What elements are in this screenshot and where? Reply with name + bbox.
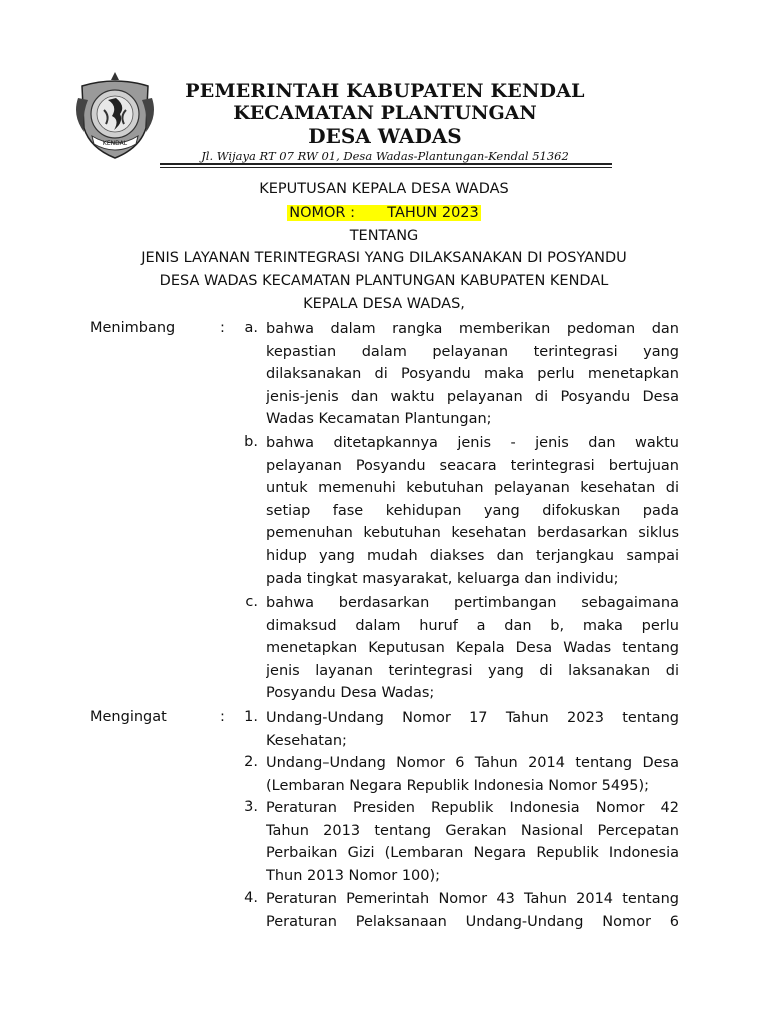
text-line: Undang-Undang Nomor 17 Tahun 2023 tentang: [266, 710, 679, 726]
mengingat-label: Mengingat: [90, 709, 167, 725]
letterhead-divider-thin: [160, 167, 612, 168]
text-line: setiap fase kehidupan yang difokuskan pada: [266, 502, 679, 519]
mengingat-marker-2: 2.: [244, 754, 258, 770]
decree-subject-line-1: JENIS LAYANAN TERINTEGRASI YANG DILAKSANAKAN DI POSYANDU: [141, 250, 627, 266]
text-line: pemenuhan kebutuhan kesehatan berdasarkan siklus: [266, 525, 679, 542]
text-line: Peraturan Pemerintah Nomor 43 Tahun 2014 tentang: [266, 891, 679, 907]
text-line: Peraturan Presiden Republik Indonesia Nomor 42: [266, 800, 679, 816]
svg-text:KENDAL: KENDAL: [102, 140, 128, 147]
decree-number-highlight: NOMOR : TAHUN 2023: [289, 205, 479, 221]
mengingat-item-2: [266, 752, 679, 797]
decree-authority: KEPALA DESA WADAS,: [303, 296, 465, 312]
letterhead-district: KECAMATAN PLANTUNGAN: [233, 102, 537, 124]
text-line: bahwa ditetapkannya jenis - jenis dan waktu: [266, 435, 679, 451]
text-line: Kesehatan;: [266, 732, 347, 749]
menimbang-marker-c: c.: [245, 594, 258, 610]
text-line: Peraturan Pelaksanaan Undang-Undang Nomor 6: [266, 913, 679, 930]
text-line: Tahun 2013 tentang Gerakan Nasional Percepatan: [266, 822, 679, 839]
text-line: Thun 2013 Nomor 100);: [266, 867, 441, 884]
text-line: pelayanan Posyandu seacara terintegrasi bertujuan: [266, 457, 679, 474]
text-line: untuk memenuhi kebutuhan pelayanan kesehatan di: [266, 480, 679, 497]
decree-title: KEPUTUSAN KEPALA DESA WADAS: [259, 181, 509, 197]
text-line: kepastian dalam pelayanan terintegrasi yang: [266, 343, 679, 360]
mengingat-item-3: [266, 797, 679, 887]
menimbang-item-a: [266, 318, 679, 431]
text-line: menetapkan Keputusan Kepala Desa Wadas tentang: [266, 640, 679, 657]
kendal-regency-emblem-icon: [74, 70, 156, 162]
text-line: Wadas Kecamatan Plantungan;: [266, 411, 492, 428]
text-line: bahwa berdasarkan pertimbangan sebagaimana: [266, 595, 679, 611]
menimbang-item-b: [266, 432, 679, 590]
text-line: jenis-jenis dan waktu pelayanan di Posyandu Desa: [266, 388, 679, 405]
text-line: hidup yang mudah diakses dan terjangkau sampai: [266, 547, 679, 564]
text-line: dilaksanakan di Posyandu maka perlu menetapkan: [266, 366, 679, 383]
mengingat-item-1: [266, 707, 679, 752]
decree-subject-line-2: DESA WADAS KECAMATAN PLANTUNGAN KABUPATEN KENDAL: [159, 273, 609, 289]
decree-number: [0, 205, 768, 221]
menimbang-item-c: [266, 592, 679, 705]
letterhead-address: Jl. Wijaya RT 07 RW 01, Desa Wadas-Plantungan-Kendal 51362: [201, 149, 569, 163]
letterhead-village: DESA WADAS: [308, 124, 462, 148]
text-line: pada tingkat masyarakat, keluarga dan individu;: [266, 570, 619, 587]
letterhead-divider: [160, 163, 612, 165]
mengingat-item-4: [266, 888, 679, 933]
text-line: (Lembaran Negara Republik Indonesia Nomor 5495);: [266, 777, 650, 794]
mengingat-marker-1: 1.: [244, 709, 258, 725]
menimbang-marker-a: a.: [244, 320, 258, 336]
text-line: Perbaikan Gizi (Lembaran Negara Republik Indonesia: [266, 845, 679, 862]
text-line: Undang–Undang Nomor 6 Tahun 2014 tentang Desa: [266, 755, 679, 771]
mengingat-colon: :: [220, 709, 225, 725]
decree-tentang: TENTANG: [349, 228, 419, 244]
text-line: dimaksud dalam huruf a dan b, maka perlu: [266, 617, 679, 634]
mengingat-marker-4: 4.: [244, 890, 258, 906]
menimbang-marker-b: b.: [244, 434, 258, 450]
text-line: bahwa dalam rangka memberikan pedoman dan: [266, 321, 679, 337]
letterhead-government: PEMERINTAH KABUPATEN KENDAL: [185, 80, 585, 102]
text-line: jenis layanan terintegrasi yang di laksanakan di: [266, 662, 679, 679]
text-line: Posyandu Desa Wadas;: [266, 685, 435, 702]
mengingat-marker-3: 3.: [244, 799, 258, 815]
menimbang-colon: :: [220, 320, 225, 336]
menimbang-label: Menimbang: [90, 320, 176, 336]
